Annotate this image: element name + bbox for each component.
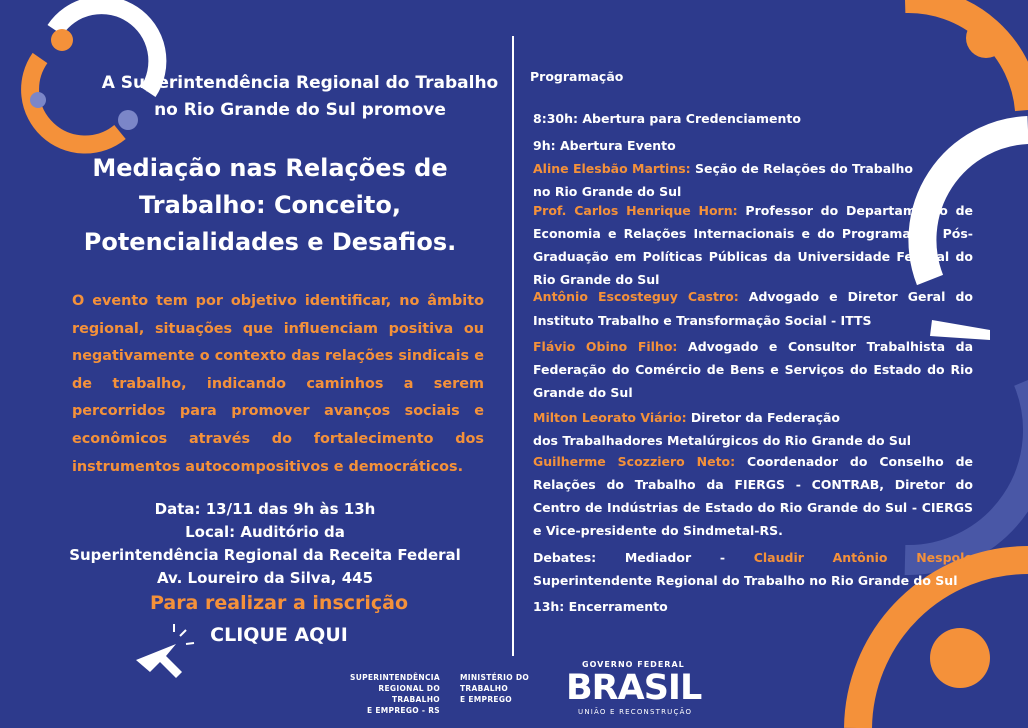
schedule-item: e Vice-presidente do Sindmetal-RS. bbox=[533, 523, 783, 538]
gov-slogan: UNIÃO E RECONSTRUÇÃO bbox=[578, 708, 693, 716]
schedule-item: Superintendente Regional do Trabalho no Rio Grande do Sul bbox=[533, 573, 958, 588]
schedule-item: Relações do Trabalho da FIERGS - CONTRAB, Diretor do bbox=[533, 477, 973, 492]
schedule-item: Milton Leorato Viário: Diretor da Federação bbox=[533, 410, 841, 425]
schedule-item: Prof. Carlos Henrique Horn: Professor do Departamento de bbox=[533, 203, 974, 218]
schedule-item: Guilherme Scozziero Neto: Coordenador do Conselho de bbox=[533, 454, 973, 469]
brasil-logo: BRASIL bbox=[566, 668, 702, 708]
schedule-item: Graduação em Políticas Públicas da Universidade Federal do bbox=[533, 249, 973, 264]
schedule-item: Grande do Sul bbox=[533, 385, 633, 400]
schedule-item: Rio Grande do Sul bbox=[533, 272, 660, 287]
column-divider bbox=[512, 36, 514, 656]
ministerio-logo: MINISTÉRIO DO TRABALHO E EMPREGO bbox=[460, 673, 530, 704]
schedule-item: Antônio Escosteguy Castro: Advogado e Diretor Geral do bbox=[533, 289, 973, 304]
schedule-item: 9h: Abertura Evento bbox=[533, 138, 676, 153]
schedule-item: 13h: Encerramento bbox=[533, 599, 668, 614]
schedule-item: 8:30h: Abertura para Credenciamento bbox=[533, 111, 801, 126]
promoter-text: A Superintendência Regional do Trabalho no Rio Grande do Sul promove bbox=[101, 73, 499, 120]
event-description: O evento tem por objetivo identificar, no âmbito regional, situações que influenciam positiva ou negativamente o contexto das relações sindicais e de trabalho, indicando caminhos a serem percorridos para promover avanços sociais e econômicos através do fortalecimento dos instrumentos autocompositivos e democráticos. bbox=[72, 293, 484, 475]
gov-federal-label: GOVERNO FEDERAL bbox=[582, 660, 685, 669]
srte-logo: SUPERINTENDÊNCIA REGIONAL DO TRABALHO E EMPREGO - RS bbox=[350, 673, 440, 715]
registration-text: Para realizar a inscrição bbox=[149, 592, 409, 614]
event-info: Data: 13/11 das 9h às 13h Local: Auditório da Superintendência Regional da Receita Federal Av. Loureiro da Silva, 445 bbox=[69, 500, 461, 587]
schedule-item: no Rio Grande do Sul bbox=[533, 184, 682, 199]
schedule-item: Centro de Indústrias de Estado do Rio Grande do Sul - CIERGS bbox=[533, 500, 973, 515]
event-title: Mediação nas Relações de Trabalho: Conceito, Potencialidades e Desafios. bbox=[83, 154, 457, 256]
schedule-item: Aline Elesbão Martins: Seção de Relações do Trabalho bbox=[533, 161, 913, 176]
schedule-item: Debates: Mediador - Claudir Antônio Nespolo bbox=[533, 550, 974, 565]
schedule-title: Programação bbox=[530, 69, 624, 84]
schedule-item: Instituto Trabalho e Transformação Social - ITTS bbox=[533, 313, 872, 328]
schedule-item: dos Trabalhadores Metalúrgicos do Rio Grande do Sul bbox=[533, 433, 912, 448]
schedule-item: Flávio Obino Filho: Advogado e Consultor Trabalhista da bbox=[533, 339, 973, 354]
click-here-link[interactable]: CLIQUE AQUI bbox=[210, 624, 348, 646]
schedule-item: Economia e Relações Internacionais e do Programa de Pós- bbox=[533, 226, 973, 241]
schedule-item: Federação do Comércio de Bens e Serviços do Estado do Rio bbox=[533, 362, 973, 377]
